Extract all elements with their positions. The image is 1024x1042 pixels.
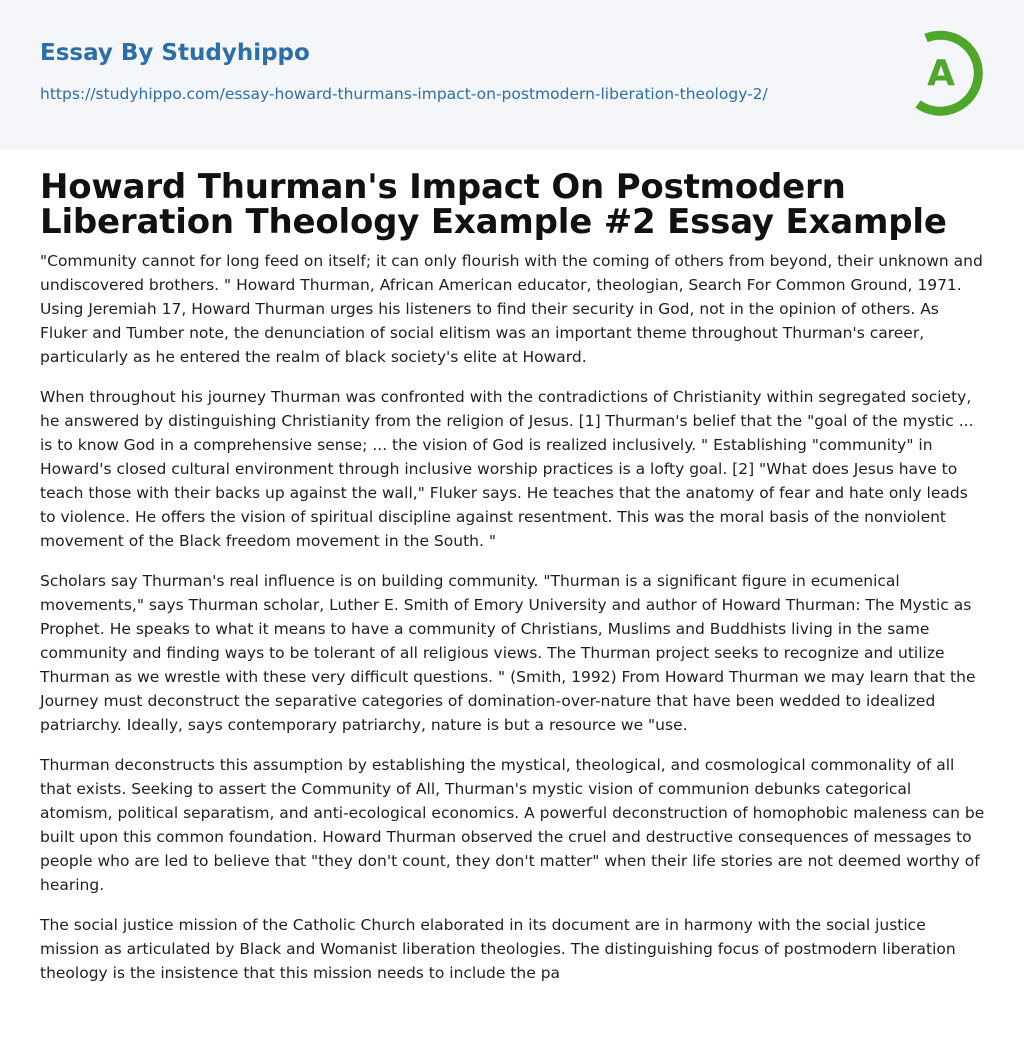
- paragraph-2: When throughout his journey Thurman was confronted with the contradictions of Christianity within segregated society, he answered by distinguishing Christianity from the religion of Jesus. [1] Thurman's belief that the "goal of the mystic ... is to know God in a comprehensive sense; ... the vision of God is realized inclusively. " Establishing "community" in Howard's closed cultural environment through inclusive worship practices is a lofty goal. [2] "What does Jesus have to teach those with their backs up against the wall," Fluker says. He teaches that the anatomy of fear and hate only leads to violence. He offers the vision of spiritual discipline against resentment. This was the moral basis of the nonviolent movement of the Black freedom movement in the South. ": [40, 388, 974, 550]
- studyhippo-logo[interactable]: [910, 28, 988, 116]
- paragraph-4: Thurman deconstructs this assumption by establishing the mystical, theological, and cosmological commonality of all that exists. Seeking to assert the Community of All, Thurman's mystic vision of communion debunks categorical atomism, political separatism, and anti-ecological economics. A powerful deconstruction of homophobic maleness can be built upon this common foundation. Howard Thurman observed the cruel and destructive consequences of messages to people who are led to believe that "they don't count, they don't matter" when their life stories are not deemed worthy of hearing.: [40, 756, 985, 894]
- site-title[interactable]: Essay By Studyhippo: [40, 40, 310, 66]
- site-header: [0, 0, 1024, 150]
- paragraph-5: The social justice mission of the Catholic Church elaborated in its document are in harmony with the social justice mission as articulated by Black and Womanist liberation theologies. The distinguishing focus of postmodern liberation theology is the insistence that this mission needs to include the pa: [40, 916, 956, 982]
- logo-letter: A: [927, 53, 955, 94]
- page-title: Howard Thurman's Impact On Postmodern Liberation Theology Example #2 Essay Example: [40, 167, 947, 242]
- page-url-link[interactable]: https://studyhippo.com/essay-howard-thurmans-impact-on-postmodern-liberation-theology-2/: [40, 85, 768, 103]
- paragraph-1: "Community cannot for long feed on itself; it can only flourish with the coming of others from beyond, their unknown and undiscovered brothers. " Howard Thurman, African American educator, theologian, Search For Common Ground, 1971. Using Jeremiah 17, Howard Thurman urges his listeners to find their security in God, not in the opinion of others. As Fluker and Tumber note, the denunciation of social elitism was an important theme throughout Thurman's career, particularly as he entered the realm of black society's elite at Howard.: [40, 252, 983, 366]
- paragraph-3: Scholars say Thurman's real influence is on building community. "Thurman is a significant figure in ecumenical movements," says Thurman scholar, Luther E. Smith of Emory University and author of Howard Thurman: The Mystic as Prophet. He speaks to what it means to have a community of Christians, Muslims and Buddhists living in the same community and finding ways to be tolerant of all religious views. The Thurman project seeks to recognize and utilize Thurman as we wrestle with these very difficult questions. " (Smith, 1992) From Howard Thurman we may learn that the Journey must deconstruct the separative categories of domination-over-nature that have been wedded to idealized patriarchy. Ideally, says contemporary patriarchy, nature is but a resource we "use.: [40, 572, 976, 734]
- logo-a-icon: [910, 28, 988, 116]
- article-body: [40, 249, 988, 1001]
